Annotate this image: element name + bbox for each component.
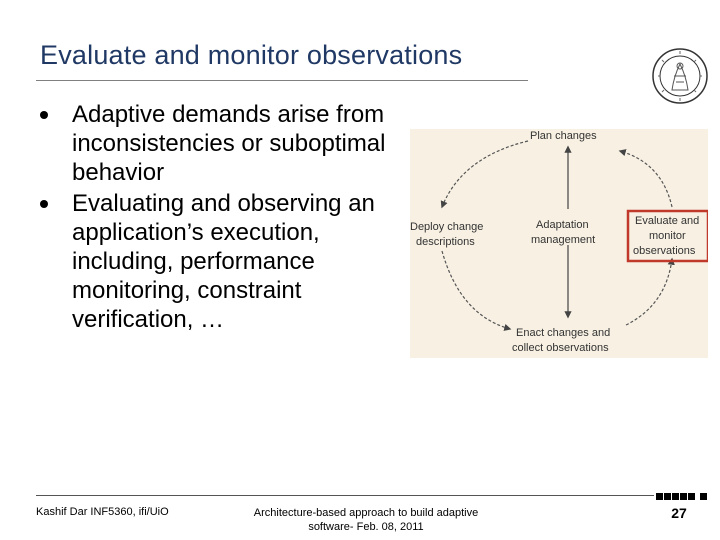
node-deploy-line2: descriptions (416, 236, 475, 248)
bullet-dot-icon (40, 200, 48, 208)
adaptation-cycle-diagram (410, 129, 708, 358)
node-enact-line2: collect observations (512, 342, 609, 354)
node-adaptation-line1: Adaptation (536, 219, 589, 231)
node-enact-line1: Enact changes and (516, 327, 611, 339)
bullet-dot-icon (40, 111, 48, 119)
arc-evaluate-to-plan (620, 151, 672, 207)
title-underline (36, 80, 528, 81)
node-evaluate-line2: monitor (649, 230, 686, 242)
footer-square-icon (680, 493, 687, 500)
bullet-item (40, 189, 410, 334)
footer-square-icon (688, 493, 695, 500)
university-seal-icon (650, 46, 710, 106)
footer-course (228, 506, 504, 534)
arc-plan-to-deploy (442, 141, 528, 207)
footer-square-icon (656, 493, 663, 500)
bullet-text: Evaluating and observing an application’s execution, including, performance monitoring, constraint verification, … (72, 190, 375, 333)
page-number: 27 (671, 505, 687, 521)
node-evaluate-line3: observations (633, 245, 696, 257)
slide-title: Evaluate and monitor observations (40, 40, 463, 70)
arc-deploy-to-enact (442, 251, 510, 329)
arc-enact-to-evaluate (626, 259, 672, 325)
node-evaluate-line1: Evaluate and (635, 215, 700, 227)
footer-author: Kashif Dar INF5360, ifi/UiO (36, 506, 169, 518)
node-deploy-line1: Deploy change (410, 221, 484, 233)
footer-square-icon (672, 493, 679, 500)
bullet-list (40, 100, 410, 336)
bullet-text: Adaptive demands arise from inconsistencies or suboptimal behavior (72, 101, 386, 186)
footer-course-line1: Architecture-based approach to build adaptive (253, 507, 479, 519)
footer-course-line2: software- Feb. 08, 2011 (308, 521, 424, 533)
footer-square-icon (700, 493, 707, 500)
footer-square-icon (664, 493, 671, 500)
node-plan-changes: Plan changes (530, 130, 597, 142)
bullet-item (40, 100, 410, 187)
node-adaptation-line2: management (531, 234, 596, 246)
footer-rule (36, 495, 654, 496)
